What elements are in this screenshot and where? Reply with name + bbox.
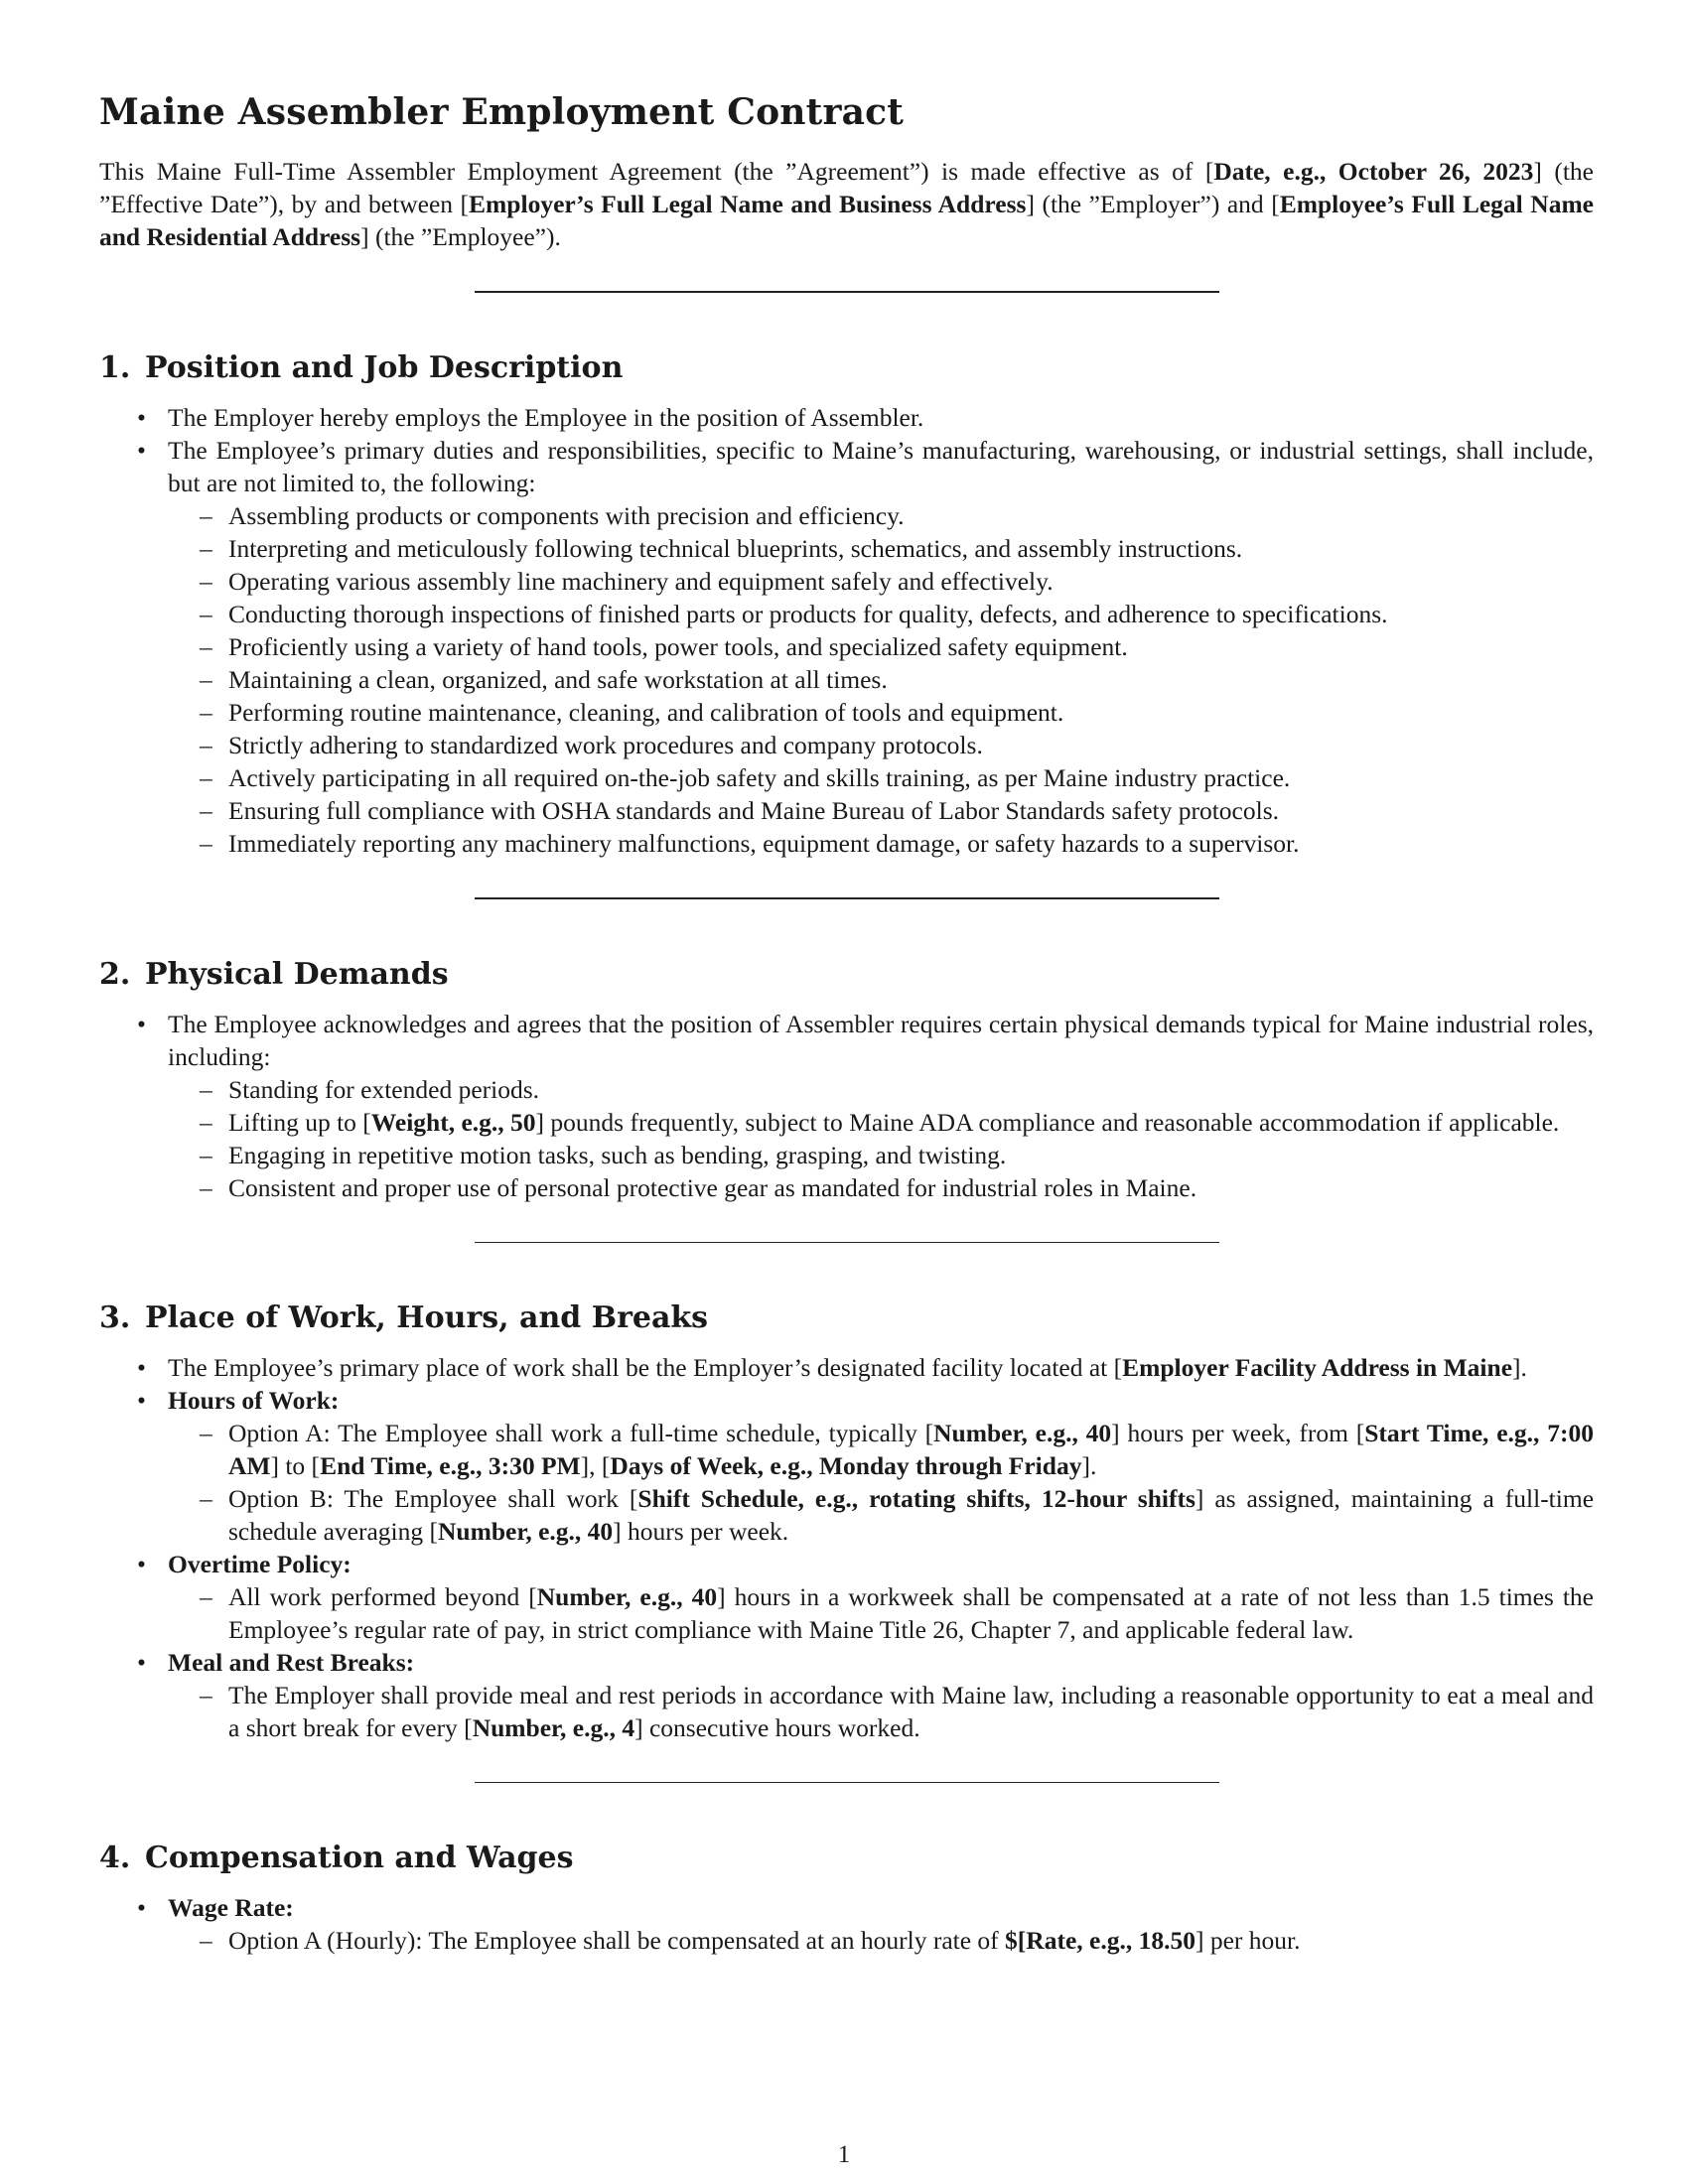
- duty-item: – Performing routine maintenance, cleaning, and calibration of tools and equipment.: [168, 696, 1594, 729]
- section-4-list: [99, 1891, 1594, 1957]
- section-divider: [475, 1242, 1219, 1243]
- list-item: • The Employer hereby employs the Employee in the position of Assembler.: [99, 401, 1594, 434]
- demand-item: – Engaging in repetitive motion tasks, such as bending, grasping, and twisting.: [168, 1139, 1594, 1171]
- overtime-list: [168, 1580, 1594, 1646]
- section-4-heading: 4. Compensation and Wages: [99, 1841, 574, 1875]
- section-divider: [475, 897, 1219, 899]
- list-item: • The Employee’s primary duties and responsibilities, specific to Maine’s manufacturing, warehousing, or industrial settings, shall include, but are not limited to, the following: – Assembling products or components with precision and efficiency. – Interpreting and meticulously following technical blueprints, schematics, and assembly instructions. – Operating various assembly line machinery and equipment safely and effectively. – Conducting thorough inspections of finished parts or products for quality, defects, and adherence to specifications. – Proficiently using a variety of hand tools, power tools, and specialized safety equipment. – Maintaining a clean, organized, and safe workstation at all times. – Performing routine maintenance, cleaning, and calibration of tools and equipment. – Strictly adhering to standardized work procedures and company protocols. – Actively participating in all required on-the-job safety and skills training, as per Maine industry practice. – Ensuring full compliance with OSHA standards and Maine Bureau of Labor Standards safety protocols. – Immediately reporting any machinery malfunctions, equipment damage, or safety hazards to a supervisor.: [99, 434, 1594, 860]
- list-item: [99, 1548, 1594, 1646]
- duty-item: – Proficiently using a variety of hand tools, power tools, and specialized safety equipment.: [168, 630, 1594, 663]
- list-item: • The Employee acknowledges and agrees that the position of Assembler requires certain physical demands typical for Maine industrial roles, including: – Standing for extended periods. – Lifting up to [Weight, e.g., 50] pounds frequently, subject to Maine ADA compliance and reasonable accommodation if applicable. – Engaging in repetitive motion tasks, such as bending, grasping, and twisting. – Consistent and proper use of personal protective gear as mandated for industrial roles in Maine.: [99, 1008, 1594, 1204]
- duty-item: – Conducting thorough inspections of finished parts or products for quality, defects, and adherence to specifications.: [168, 598, 1594, 630]
- wage-label: Wage Rate:: [168, 1893, 294, 1922]
- page-number: 1: [837, 2141, 851, 2168]
- breaks-list: [168, 1679, 1594, 1744]
- duty-item: – Interpreting and meticulously following technical blueprints, schematics, and assembly instructions.: [168, 532, 1594, 565]
- hours-option-b: – Option B: The Employee shall work [Shift Schedule, e.g., rotating shifts, 12-hour shifts] as assigned, maintaining a full-time schedule averaging [Number, e.g., 40] hours per week.: [168, 1482, 1594, 1548]
- hours-option-a: – Option A: The Employee shall work a full-time schedule, typically [Number, e.g., 40] hours per week, from [Start Time, e.g., 7:00 AM] to [End Time, e.g., 3:30 PM], [Days of Week, e.g., Monday through Friday].: [168, 1417, 1594, 1482]
- breaks-item: – The Employer shall provide meal and rest periods in accordance with Maine law, including a reasonable opportunity to eat a meal and a short break for every [Number, e.g., 4] consecutive hours worked.: [168, 1679, 1594, 1744]
- section-divider: [475, 1782, 1219, 1783]
- demand-item: – Lifting up to [Weight, e.g., 50] pounds frequently, subject to Maine ADA compliance and reasonable accommodation if applicable.: [168, 1106, 1594, 1139]
- wage-options-list: [168, 1924, 1594, 1957]
- overtime-label: Overtime Policy:: [168, 1550, 352, 1578]
- demand-item: – Standing for extended periods.: [168, 1073, 1594, 1106]
- duty-item: – Strictly adhering to standardized work procedures and company protocols.: [168, 729, 1594, 761]
- document-page: [99, 69, 1594, 1957]
- section-1-list: [99, 401, 1594, 860]
- list-item: [99, 1646, 1594, 1744]
- demand-item: – Consistent and proper use of personal protective gear as mandated for industrial roles in Maine.: [168, 1171, 1594, 1204]
- hours-label: Hours of Work:: [168, 1386, 340, 1415]
- duties-list: [168, 499, 1594, 860]
- section-3-heading: 3. Place of Work, Hours, and Breaks: [99, 1300, 709, 1335]
- document-title: Maine Assembler Employment Contract: [99, 91, 905, 133]
- list-item: [99, 1891, 1594, 1957]
- breaks-label: Meal and Rest Breaks:: [168, 1648, 415, 1677]
- hours-options-list: [168, 1417, 1594, 1548]
- duty-item: – Immediately reporting any machinery malfunctions, equipment damage, or safety hazards to a supervisor.: [168, 827, 1594, 860]
- list-item: [99, 1384, 1594, 1548]
- section-2-heading: 2. Physical Demands: [99, 957, 449, 992]
- duty-item: – Actively participating in all required on-the-job safety and skills training, as per Maine industry practice.: [168, 761, 1594, 794]
- duty-item: – Ensuring full compliance with OSHA standards and Maine Bureau of Labor Standards safety protocols.: [168, 794, 1594, 827]
- physical-demands-list: [168, 1073, 1594, 1204]
- intro-paragraph: This Maine Full-Time Assembler Employment Agreement (the ”Agreement”) is made effective as of [Date, e.g., October 26, 2023] (the ”Effective Date”), by and between [Employer’s Full Legal Name and Business Address] (the ”Employer”) and [Employee’s Full Legal Name and Residential Address] (the ”Employee”).: [99, 157, 1595, 251]
- overtime-item: – All work performed beyond [Number, e.g., 40] hours in a workweek shall be compensated at a rate of not less than 1.5 times the Employee’s regular rate of pay, in strict compliance with Maine Title 26, Chapter 7, and applicable federal law.: [168, 1580, 1594, 1646]
- duty-item: – Maintaining a clean, organized, and safe workstation at all times.: [168, 663, 1594, 696]
- section-1-heading: 1. Position and Job Description: [99, 350, 624, 385]
- duty-item: – Assembling products or components with precision and efficiency.: [168, 499, 1594, 532]
- section-2-list: [99, 1008, 1594, 1204]
- section-divider: [475, 291, 1219, 293]
- duty-item: – Operating various assembly line machinery and equipment safely and effectively.: [168, 565, 1594, 598]
- wage-option-a: – Option A (Hourly): The Employee shall be compensated at an hourly rate of $[Rate, e.g., 18.50] per hour.: [168, 1924, 1594, 1957]
- section-3-list: [99, 1351, 1594, 1744]
- list-item: • The Employee’s primary place of work shall be the Employer’s designated facility located at [Employer Facility Address in Maine].: [99, 1351, 1594, 1384]
